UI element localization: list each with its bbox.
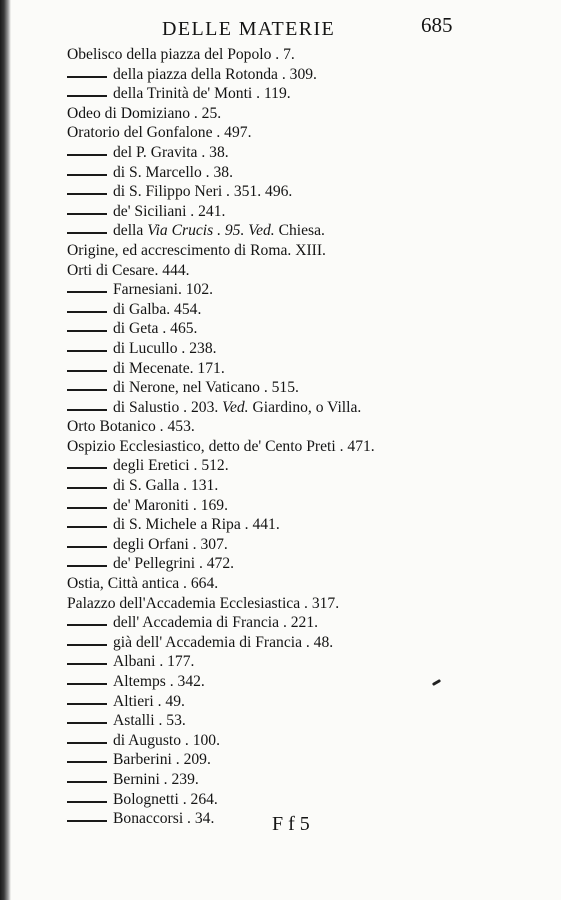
- entry-text: Astalli . 53.: [113, 712, 186, 730]
- index-subentry: [67, 182, 547, 202]
- printer-signature: Ff5: [272, 813, 315, 835]
- index-subentry: [67, 456, 547, 476]
- entry-text: della: [113, 222, 148, 240]
- entry-text: Farnesiani. 102.: [113, 281, 214, 299]
- index-entry: [67, 437, 547, 457]
- ditto-dash: [67, 95, 107, 97]
- ditto-dash: [67, 154, 107, 156]
- index-subentry: [67, 202, 547, 222]
- index-subentry: [67, 496, 547, 516]
- entry-text: Orto Botanico . 453.: [67, 418, 195, 436]
- index-subentry: [67, 731, 547, 751]
- entry-text: già dell' Accademia di Francia . 48.: [113, 633, 334, 651]
- index-subentry: [67, 692, 547, 712]
- index-subentry: [67, 143, 547, 163]
- entry-text: di Galba. 454.: [113, 300, 202, 318]
- index-subentry: [67, 319, 547, 339]
- ditto-dash: [67, 291, 107, 293]
- entry-text: Bolognetti . 264.: [113, 790, 218, 808]
- index-subentry: [67, 359, 547, 379]
- index-subentry: [67, 770, 547, 790]
- index-subentry: [67, 652, 547, 672]
- ditto-dash: [67, 487, 107, 489]
- index-subentry: [67, 163, 547, 183]
- entry-text: Altemps . 342.: [113, 673, 205, 690]
- ditto-dash: [67, 467, 107, 469]
- index-entry: [67, 261, 547, 281]
- entry-text: de' Maroniti . 169.: [113, 496, 228, 514]
- entry-text: del P. Gravita . 38.: [113, 143, 229, 161]
- ditto-dash: [67, 703, 107, 705]
- index-entry: [67, 123, 547, 143]
- ditto-dash: [67, 213, 107, 215]
- ditto-dash: [67, 624, 107, 626]
- ditto-dash: [67, 820, 107, 822]
- entry-text: Albani . 177.: [113, 653, 195, 671]
- ditto-dash: [67, 193, 107, 195]
- index-subentry: [67, 280, 547, 300]
- ditto-dash: [67, 644, 107, 646]
- index-subentry: [67, 300, 547, 320]
- entry-text: Altieri . 49.: [113, 692, 185, 710]
- ditto-dash: [67, 663, 107, 665]
- binding-gutter: [0, 0, 11, 900]
- entry-text: di S. Marcello . 38.: [113, 163, 233, 181]
- entry-text: Origine, ed accrescimento di Roma. XIII.: [67, 241, 326, 259]
- entry-text: di Lucullo . 238.: [113, 339, 217, 357]
- entry-text: Palazzo dell'Accademia Ecclesiastica . 317.: [67, 594, 340, 612]
- ditto-dash: [67, 781, 107, 783]
- ditto-dash: [67, 546, 107, 548]
- index-entry: [67, 241, 547, 261]
- index-subentry: [67, 378, 547, 398]
- ditto-dash: [67, 801, 107, 803]
- entry-trailing-text: Giardino, o Villa.: [248, 398, 362, 416]
- index-subentry: [67, 221, 547, 241]
- entry-text: di Nerone, nel Vaticano . 515.: [113, 379, 299, 397]
- ditto-dash: [67, 174, 107, 176]
- entry-text: di Geta . 465.: [113, 320, 198, 338]
- ditto-dash: [67, 761, 107, 763]
- entry-italic-text: Ved.: [222, 398, 249, 416]
- entry-trailing-text: Chiesa.: [274, 222, 325, 240]
- ditto-dash: [67, 722, 107, 724]
- entry-text: Bonaccorsi . 34.: [113, 810, 215, 828]
- entry-text: Odeo di Domiziano . 25.: [67, 104, 222, 122]
- entry-text: di Salustio . 203.: [113, 398, 223, 416]
- index-subentry: [67, 515, 547, 535]
- entry-text: di Augusto . 100.: [113, 731, 221, 749]
- page-number: 685: [421, 13, 453, 37]
- entry-text: degli Eretici . 512.: [113, 457, 229, 475]
- entry-text: di S. Filippo Neri . 351. 496.: [113, 183, 293, 201]
- entry-text: dell' Accademia di Francia . 221.: [113, 614, 319, 632]
- ditto-dash: [67, 526, 107, 528]
- index-entry: [67, 104, 547, 124]
- entry-text: degli Orfani . 307.: [113, 535, 228, 553]
- index-entry: [67, 574, 547, 594]
- ditto-dash: [67, 311, 107, 313]
- index-entry: [67, 417, 547, 437]
- index-entries: [67, 45, 547, 829]
- ditto-dash: [67, 565, 107, 567]
- entry-text: Oratorio del Gonfalone . 497.: [67, 124, 252, 142]
- ditto-dash: [67, 350, 107, 352]
- index-subentry: [67, 711, 547, 731]
- index-subentry: [67, 476, 547, 496]
- running-head: DELLE MATERIE: [162, 18, 336, 40]
- index-subentry: [67, 535, 547, 555]
- index-subentry: [67, 339, 547, 359]
- ditto-dash: [67, 409, 107, 411]
- ditto-dash: [67, 389, 107, 391]
- index-entry: [67, 594, 547, 614]
- index-subentry: [67, 672, 547, 692]
- entry-text: di Mecenate. 171.: [113, 359, 225, 377]
- index-subentry: [67, 554, 547, 574]
- entry-text: Obelisco della piazza del Popolo . 7.: [67, 46, 295, 63]
- ditto-dash: [67, 742, 107, 744]
- entry-text: Ospizio Ecclesiastico, detto de' Cento Preti . 471.: [67, 437, 375, 455]
- ditto-dash: [67, 76, 107, 78]
- entry-text: di S. Galla . 131.: [113, 477, 219, 495]
- entry-text: di S. Michele a Ripa . 441.: [113, 516, 280, 534]
- index-entry: [67, 45, 547, 65]
- index-subentry: [67, 84, 547, 104]
- entry-italic-text: Via Crucis . 95. Ved.: [147, 222, 275, 240]
- entry-text: Ostia, Città antica . 664.: [67, 575, 219, 593]
- entry-text: della piazza della Rotonda . 309.: [113, 65, 317, 83]
- index-subentry: [67, 398, 547, 418]
- ditto-dash: [67, 507, 107, 509]
- entry-text: Barberini . 209.: [113, 751, 211, 769]
- entry-text: de' Siciliani . 241.: [113, 202, 226, 220]
- ditto-dash: [67, 232, 107, 234]
- entry-text: Orti di Cesare. 444.: [67, 261, 190, 279]
- ditto-dash: [67, 370, 107, 372]
- ditto-dash: [67, 330, 107, 332]
- ditto-dash: [67, 683, 107, 685]
- index-subentry: [67, 750, 547, 770]
- entry-text: de' Pellegrini . 472.: [113, 555, 235, 573]
- index-subentry: [67, 65, 547, 85]
- entry-text: Bernini . 239.: [113, 770, 199, 788]
- entry-text: della Trinità de' Monti . 119.: [113, 85, 291, 103]
- index-subentry: [67, 790, 547, 810]
- index-subentry: [67, 613, 547, 633]
- index-subentry: [67, 633, 547, 653]
